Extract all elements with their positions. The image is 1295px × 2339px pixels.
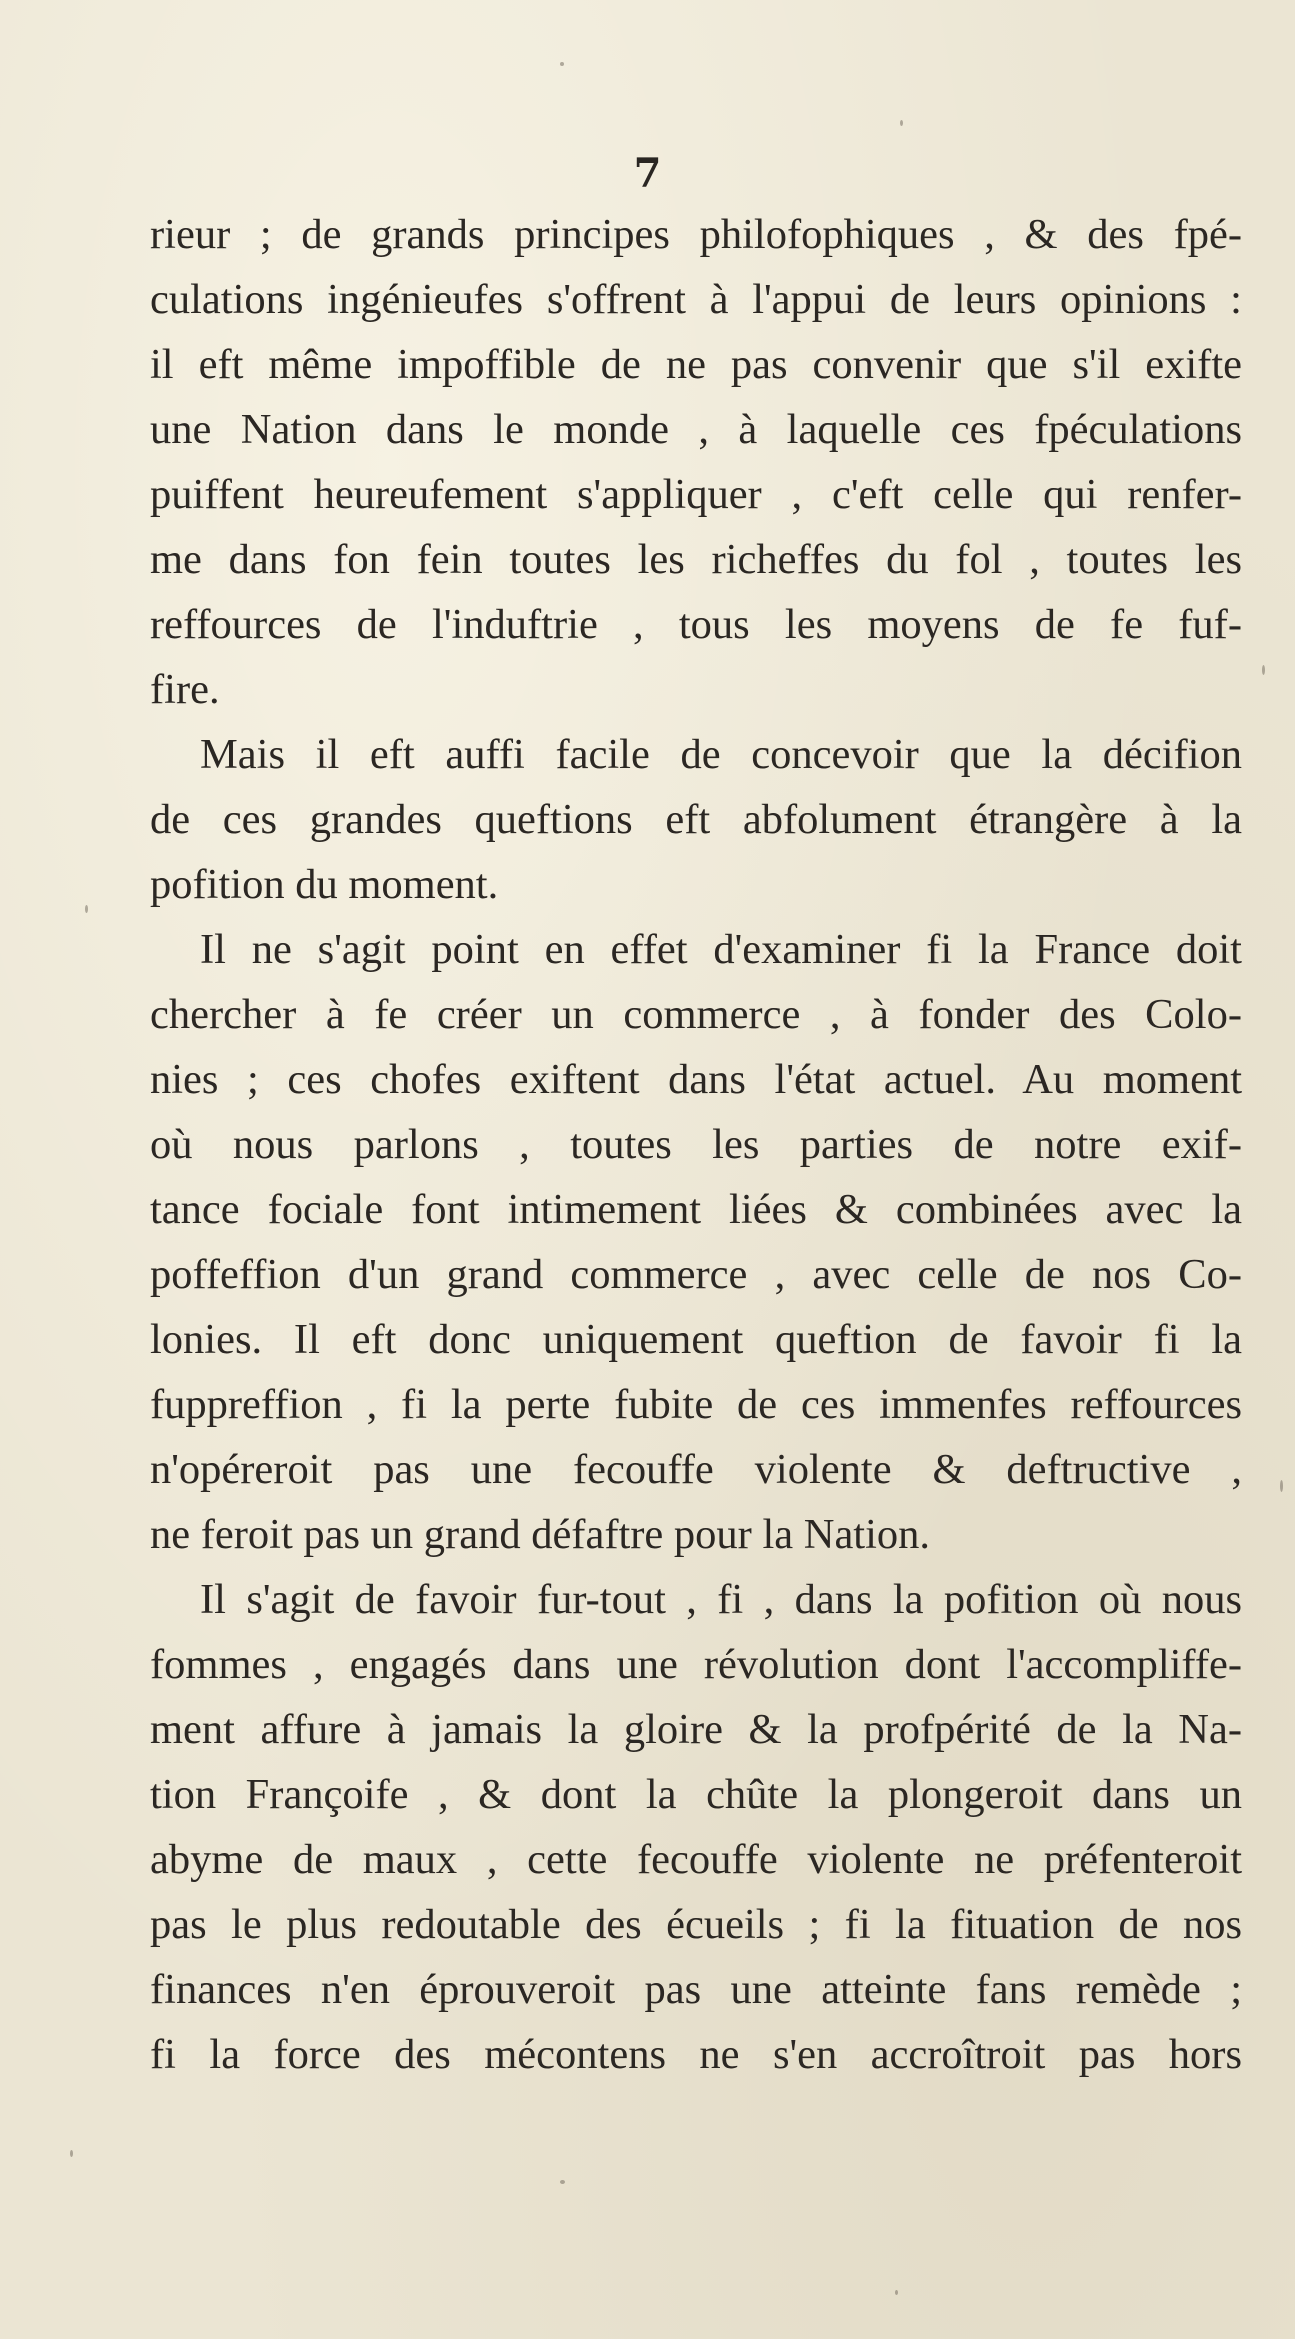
text-line: fuppreffion , fi la perte fubite de ces immenfes reffources: [150, 1381, 1242, 1428]
paper-speck: [560, 62, 564, 66]
text-line: finances n'en éprouveroit pas une atteinte fans remède ;: [150, 1966, 1242, 2013]
page-number: 7: [633, 150, 662, 197]
text-line: nies ; ces chofes exiftent dans l'état actuel. Au moment: [150, 1056, 1242, 1103]
text-line: puiffent heureufement s'appliquer , c'eft celle qui renfer-: [150, 471, 1242, 518]
paragraph-start: Il ne s'agit point en effet d'examiner fi la France doit: [200, 926, 1242, 973]
text-line: reffources de l'induftrie , tous les moyens de fe fuf-: [150, 601, 1242, 648]
paper-speck: [1280, 1480, 1283, 1492]
text-line: ne feroit pas un grand défaftre pour la Nation.: [150, 1511, 931, 1558]
text-line: il eft même impoffible de ne pas convenir que s'il exifte: [150, 341, 1242, 388]
text-line: me dans fon fein toutes les richeffes du fol , toutes les: [150, 536, 1242, 583]
text-line: lonies. Il eft donc uniquement queftion de favoir fi la: [150, 1316, 1242, 1363]
text-line: chercher à fe créer un commerce , à fonder des Colo-: [150, 991, 1242, 1038]
text-line: pas le plus redoutable des écueils ; fi la fituation de nos: [150, 1901, 1242, 1948]
text-line: de ces grandes queftions eft abfolument étrangère à la: [150, 796, 1242, 843]
text-line: où nous parlons , toutes les parties de notre exif-: [150, 1121, 1242, 1168]
text-line: poffeffion d'un grand commerce , avec celle de nos Co-: [150, 1251, 1242, 1298]
text-line: ment affure à jamais la gloire & la profpérité de la Na-: [150, 1706, 1242, 1753]
paper-speck: [70, 2150, 73, 2157]
paper-speck: [900, 120, 903, 126]
text-line: pofition du moment.: [150, 861, 499, 908]
paper-speck: [560, 2180, 565, 2184]
paper-speck: [1262, 665, 1265, 675]
paper-speck: [895, 2290, 898, 2295]
body-text: [150, 202, 1242, 2087]
text-line: une Nation dans le monde , à laquelle ces fpéculations: [150, 406, 1242, 453]
text-line: fire.: [150, 666, 220, 713]
text-line: fommes , engagés dans une révolution dont l'accompliffe-: [150, 1641, 1242, 1688]
text-line: rieur ; de grands principes philofophiques , & des fpé-: [150, 211, 1242, 258]
text-line: n'opéreroit pas une fecouffe violente & deftructive ,: [150, 1446, 1242, 1493]
text-line: culations ingénieufes s'offrent à l'appui de leurs opinions :: [150, 276, 1242, 323]
text-line: tance fociale font intimement liées & combinées avec la: [150, 1186, 1242, 1233]
paragraph-start: Mais il eft auffi facile de concevoir que la décifion: [200, 731, 1242, 778]
text-line: abyme de maux , cette fecouffe violente ne préfenteroit: [150, 1836, 1242, 1883]
paragraph-start: Il s'agit de favoir fur-tout , fi , dans la pofition où nous: [200, 1576, 1242, 1623]
text-line: fi la force des mécontens ne s'en accroîtroit pas hors: [150, 2031, 1242, 2078]
paper-speck: [85, 905, 88, 913]
text-line: tion Françoife , & dont la chûte la plongeroit dans un: [150, 1771, 1242, 1818]
